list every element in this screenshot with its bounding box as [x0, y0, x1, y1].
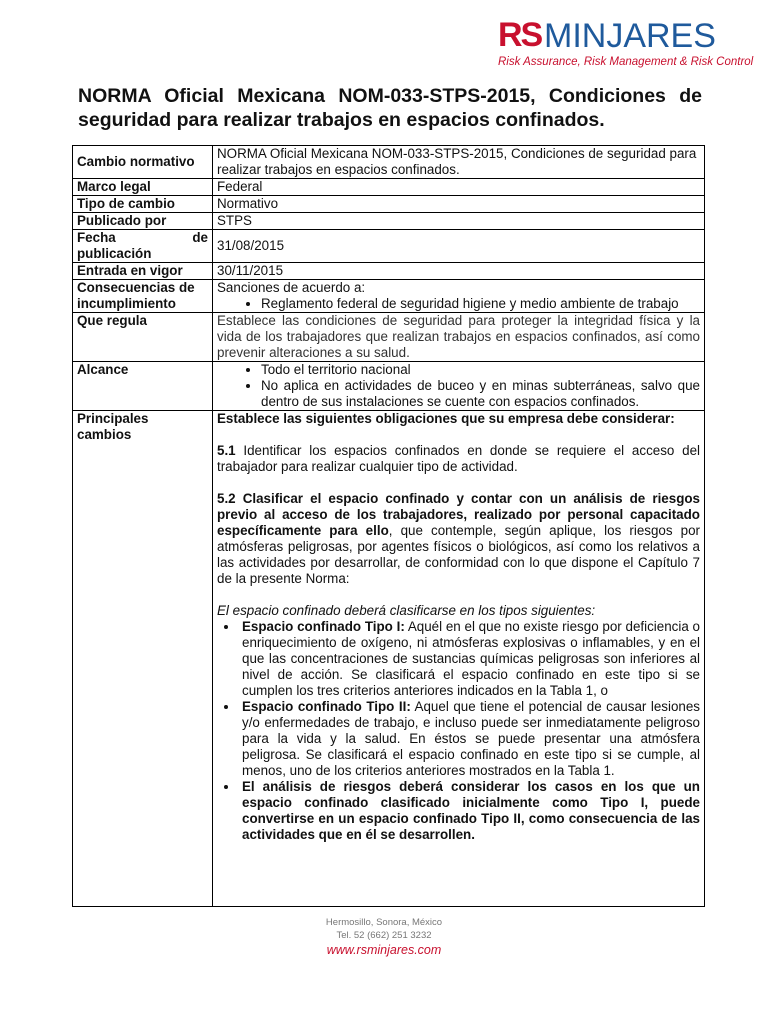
list-item [239, 699, 700, 779]
logo-initials: RS [498, 16, 542, 54]
list-item [239, 619, 700, 699]
tipo-2-label: Espacio confinado Tipo II: [242, 699, 411, 714]
row-label-consecuencias [73, 280, 213, 313]
logo-brand-name: MINJARES [544, 17, 716, 55]
table-row [73, 280, 705, 313]
table-row [73, 362, 705, 411]
row-label-que-regula: Que regula [73, 313, 213, 362]
analisis-note: El análisis de riesgos deberá considerar los casos en los que un espacio confinado clasificado inicialmente como Tipo I, puede convertirse en un espacio confinado Tipo II, como consecuencia de las actividades que en él se desarrollen. [242, 779, 700, 842]
row-value-consecuencias [213, 280, 705, 313]
row-value-publicado-por: STPS [213, 213, 705, 230]
fecha-label-word: Fecha [77, 230, 116, 245]
fecha-label-line2: publicación [77, 246, 152, 261]
section-5-2-bold: 5.2 Clasificar el espacio confinado y contar con un análisis de riesgos previo al acceso de los trabajadores, realizado por personal capacitado específicamente para ello [217, 491, 700, 538]
consecuencias-intro: Sanciones de acuerdo a: [217, 280, 366, 295]
footer-website-link[interactable]: www.rsminjares.com [326, 943, 442, 957]
regulation-summary-table [72, 145, 705, 907]
row-label-alcance: Alcance [73, 362, 213, 411]
consecuencias-label-line1: Consecuencias de [77, 280, 195, 295]
spacer [217, 587, 700, 603]
principales-label-line1: Principales [77, 411, 149, 426]
spacer [217, 427, 700, 443]
table-row [73, 411, 705, 907]
page-footer [0, 916, 768, 958]
tipo-1-label: Espacio confinado Tipo I: [242, 619, 405, 634]
row-label-marco-legal: Marco legal [73, 179, 213, 196]
table-row [73, 313, 705, 362]
list-item [239, 779, 700, 843]
row-value-tipo-cambio: Normativo [213, 196, 705, 213]
row-value-principales-cambios [213, 411, 705, 907]
document-title: NORMA Oficial Mexicana NOM-033-STPS-2015, Condiciones de seguridad para realizar trabajos en espacios confinados. [78, 85, 702, 131]
row-value-cambio-normativo: NORMA Oficial Mexicana NOM-033-STPS-2015, Condiciones de seguridad para realizar trabajos en espacios confinados. [213, 146, 705, 179]
table-row [73, 146, 705, 179]
row-label-tipo-cambio: Tipo de cambio [73, 196, 213, 213]
table-row [73, 213, 705, 230]
row-label-principales-cambios [73, 411, 213, 907]
fecha-label-line1 [77, 230, 208, 246]
footer-city: Hermosillo, Sonora, México [325, 917, 443, 928]
logo-tagline: Risk Assurance, Risk Management & Risk Control [498, 56, 754, 68]
list-item: • No aplica en actividades de buceo y en minas subterráneas, salvo que dentro de sus instalaciones se cuente con espacios confinados. [261, 378, 700, 410]
tipo-2-text: Aquel que tiene el potencial de causar lesiones y/o enfermedades de trabajo, e incluso puede ser inmediatamente peligroso para la vida y la salud. En éstos se puede presentar una atmósfera peligrosa. Se clasificará el espacio confinado en este tipo si se cumple, al menos, uno de los criterios anteriores mostrados en la Tabla 1. [242, 699, 701, 778]
row-value-que-regula: Establece las condiciones de seguridad para proteger la integridad física y la vida de los trabajadores que realizan trabajos en espacios confinados, así como prevenir alteraciones a su salud. [213, 313, 705, 362]
table-row [73, 179, 705, 196]
section-5-1-number: 5.1 [217, 443, 236, 458]
alcance-list [217, 362, 700, 410]
consecuencias-list [217, 296, 700, 312]
principales-heading: Establece las siguientes obligaciones que su empresa debe considerar: [217, 411, 675, 426]
list-item: • Todo el territorio nacional [261, 362, 700, 378]
tipo-1-text: Aquél en el que no existe riesgo por deficiencia o enriquecimiento de oxígeno, ni atmósferas explosivas o inflamables, y en el que las concentraciones de sustancias químicas peligrosas son inferiores al nivel de acción. Se clasificará el espacio confinado en este tipo si se cumplen los tres criterios anteriores indicados en la Tabla 1, o [242, 619, 700, 698]
spacer [217, 475, 700, 491]
section-5-2-text: , que contemple, según aplique, los riesgos por atmósferas peligrosas, por agentes físicos o biológicos, así como los relativos a las actividades por desarrollar, de conformidad con lo que dispone el Capítulo 7 de la presente Norma: [217, 523, 700, 586]
classification-list [217, 619, 700, 843]
table-row [73, 196, 705, 213]
classification-intro: El espacio confinado deberá clasificarse en los tipos siguientes: [217, 603, 596, 618]
row-label-cambio-normativo: Cambio normativo [73, 146, 213, 179]
row-label-fecha-publicacion [73, 230, 213, 263]
row-label-publicado-por: Publicado por [73, 213, 213, 230]
table-row [73, 263, 705, 280]
row-value-entrada-vigor: 30/11/2015 [213, 263, 705, 280]
row-value-fecha-publicacion: 31/08/2015 [213, 230, 705, 263]
section-5-2 [217, 491, 700, 587]
fecha-label-de: de [192, 230, 208, 245]
consecuencias-label-line2: incumplimiento [77, 296, 176, 311]
principales-label-line2: cambios [77, 427, 132, 442]
table-row [73, 230, 705, 263]
company-logo [496, 16, 754, 74]
row-value-marco-legal: Federal [213, 179, 705, 196]
row-label-entrada-vigor: Entrada en vigor [73, 263, 213, 280]
section-5-1-text: Identificar los espacios confinados en donde se requiere el acceso del trabajador para realizar cualquier tipo de actividad. [217, 443, 700, 474]
list-item: • Reglamento federal de seguridad higiene y medio ambiente de trabajo [261, 296, 700, 312]
row-value-alcance [213, 362, 705, 411]
section-5-1 [217, 443, 700, 475]
footer-phone: Tel. 52 (662) 251 3232 [336, 930, 432, 941]
